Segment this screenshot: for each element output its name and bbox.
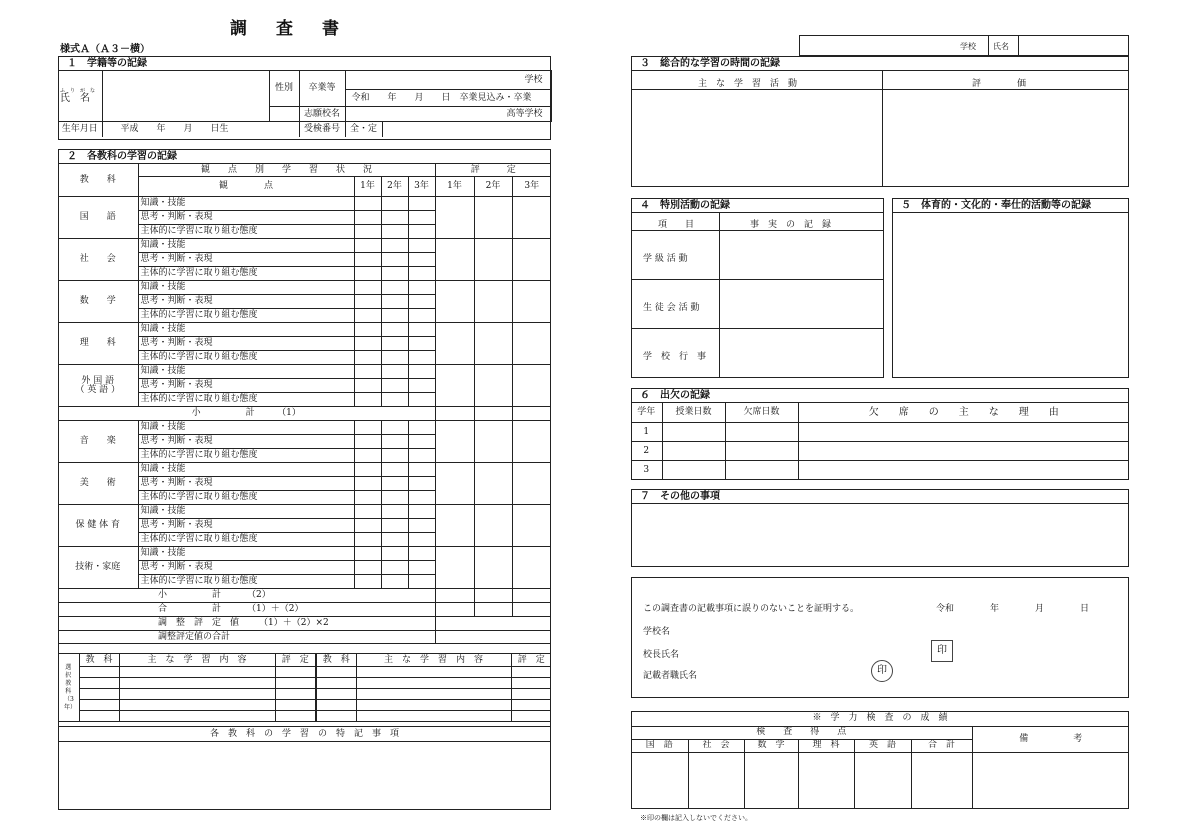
section-4-title: ４ 特別活動の記録	[632, 199, 883, 213]
document-title: 調 査 書	[230, 19, 345, 39]
head-year-2: 2年	[381, 177, 408, 197]
header-name-label: 氏名	[993, 42, 1009, 51]
notes-area	[59, 741, 550, 809]
school-suffix: 学校	[345, 71, 551, 90]
subject-sec2-subjects_a-0: 国 語	[58, 197, 138, 239]
test-score-head: 検 査 得 点	[631, 726, 972, 739]
attendance-head-grade: 学年	[631, 403, 662, 423]
section-5-title: ５ 体育的・文化的・奉仕的活動等の記録	[893, 199, 1128, 213]
test-scores-title: ※ 学 力 検 査 の 成 績	[631, 711, 1129, 726]
viewpoint-label: 知識・技能	[138, 421, 354, 435]
section-1-enrollment	[58, 56, 551, 140]
viewpoint-label: 知識・技能	[138, 365, 354, 379]
subtotal-2: 小 計 （2）	[58, 589, 435, 603]
elective-head-grade-2: 評 定	[511, 654, 551, 667]
test-subject-japanese: 国 語	[631, 739, 688, 752]
exam-number-label: 受検番号	[299, 122, 345, 138]
viewpoint-label: 思考・判断・表現	[138, 477, 354, 491]
attendance-head-absent: 欠席日数	[725, 403, 798, 423]
viewpoint-label: 知識・技能	[138, 547, 354, 561]
attendance-grade-3: 3	[631, 461, 662, 480]
test-subject-math: 数 学	[744, 739, 798, 752]
viewpoint-label: 主体的に学習に取り組む態度	[138, 267, 354, 281]
viewpoint-label: 思考・判断・表現	[138, 561, 354, 575]
test-scores-box	[631, 711, 1129, 809]
subject-foreign: 外 国 語 （ 英 語 ）	[58, 365, 138, 407]
viewpoint-label: 知識・技能	[138, 463, 354, 477]
elective-head-subject-2: 教 科	[316, 654, 356, 667]
head-year-3: 3年	[408, 177, 435, 197]
elective-head-content-2: 主 な 学 習 内 容	[356, 654, 511, 667]
elective-side-label: 選択教科（3年）	[58, 654, 79, 722]
subject-sec2-subjects_b-1: 美 術	[58, 463, 138, 505]
certification-date: 令和 年 月 日	[936, 604, 1090, 614]
subject-sec2-subjects_a-1: 社 会	[58, 239, 138, 281]
principal-name-label: 校長氏名	[643, 650, 680, 660]
attendance-grade-2: 2	[631, 442, 662, 461]
test-subject-social: 社 会	[688, 739, 744, 752]
viewpoint-label: 思考・判断・表現	[138, 519, 354, 533]
attendance-grade-1: 1	[631, 423, 662, 442]
subject-sec2-subjects_b-2: 保 健 体 育	[58, 505, 138, 547]
viewpoint-label: 思考・判断・表現	[138, 379, 354, 393]
section-7-other	[631, 489, 1129, 567]
viewpoint-label: 思考・判断・表現	[138, 253, 354, 267]
section-3-col-evaluation: 評 価	[972, 79, 1027, 89]
section-3-integrated-study	[631, 56, 1129, 187]
sex-label: 性別	[269, 71, 299, 107]
section-7-title: ７ その他の事項	[632, 490, 1128, 504]
test-subject-english: 英 語	[854, 739, 911, 752]
section-2-title: ２ 各教科の学習の記録	[59, 150, 550, 164]
section-3-col-activity: 主 な 学 習 活 動	[698, 79, 798, 89]
section-2-subjects	[58, 149, 551, 810]
total: 合 計 （1）＋（2）	[58, 603, 435, 617]
attendance-head-reason: 欠 席 の 主 な 理 由	[798, 403, 1129, 423]
principal-seal: 印	[931, 640, 953, 662]
section-5-activities	[892, 198, 1129, 378]
certification-box	[631, 577, 1129, 698]
elective-head-content-1: 主 な 学 習 内 容	[119, 654, 275, 667]
head-subject: 教 科	[58, 164, 138, 197]
head-rating-year-3: 3年	[512, 177, 551, 197]
head-rating-year-2: 2年	[474, 177, 512, 197]
section-4-col-item: 項 目	[658, 220, 695, 230]
exam-number-value: 全・定	[345, 122, 551, 138]
viewpoint-label: 主体的に学習に取り組む態度	[138, 393, 354, 407]
school-name-label: 学校名	[643, 627, 671, 637]
viewpoint-label: 主体的に学習に取り組む態度	[138, 351, 354, 365]
activity-school-events: 学 校 行 事	[643, 352, 707, 362]
attendance-head-days: 授業日数	[662, 403, 725, 423]
viewpoint-label: 知識・技能	[138, 197, 354, 211]
section-6-title: ６ 出欠の記録	[632, 389, 1128, 403]
sex-value-cell	[269, 107, 299, 122]
header-school-label: 学校	[960, 42, 976, 51]
graduation-date-line: 令和 年 月 日 卒業見込み・卒業	[345, 90, 551, 107]
apply-school-suffix: 高等学校	[345, 107, 551, 122]
section-4-special-activities	[631, 198, 884, 378]
section-6-attendance	[631, 388, 1129, 480]
viewpoint-label: 知識・技能	[138, 505, 354, 519]
head-rating-year-1: 1年	[435, 177, 474, 197]
graduation-label: 卒業等	[299, 71, 345, 107]
activity-homeroom: 学 級 活 動	[643, 254, 688, 264]
adjusted-sum: 調整評定値の合計	[58, 631, 435, 644]
furigana-label: ふ り が な	[60, 87, 96, 94]
head-year-1: 1年	[354, 177, 381, 197]
adjusted-value: 調 整 評 定 値 （1）＋（2）×2	[58, 617, 435, 631]
head-viewpoint-status: 観 点 別 学 習 状 況	[138, 164, 435, 177]
test-subject-science: 理 科	[798, 739, 854, 752]
viewpoint-label: 思考・判断・表現	[138, 295, 354, 309]
viewpoint-label: 知識・技能	[138, 239, 354, 253]
viewpoint-label: 主体的に学習に取り組む態度	[138, 575, 354, 589]
notes-label: 各 教 科 の 学 習 の 特 記 事 項	[209, 729, 399, 739]
viewpoint-label: 思考・判断・表現	[138, 211, 354, 225]
writer-seal: 印	[871, 660, 893, 682]
head-rating: 評 定	[435, 164, 551, 177]
writer-name-label: 記載者職氏名	[643, 671, 698, 681]
section-3-title: ３ 総合的な学習の時間の記録	[632, 57, 1128, 71]
viewpoint-label: 主体的に学習に取り組む態度	[138, 449, 354, 463]
viewpoint-label: 知識・技能	[138, 323, 354, 337]
subject-sec2-subjects_a-3: 理 科	[58, 323, 138, 365]
viewpoint-label: 思考・判断・表現	[138, 337, 354, 351]
section-4-col-record: 事 実 の 記 録	[750, 220, 832, 230]
viewpoint-label: 思考・判断・表現	[138, 435, 354, 449]
birthdate-label: 生年月日	[58, 122, 102, 138]
subject-sec2-subjects_a-2: 数 学	[58, 281, 138, 323]
head-viewpoint: 観 点	[138, 177, 354, 197]
header-name-box	[799, 35, 1129, 56]
subject-sec2-subjects_b-3: 技術・家庭	[58, 547, 138, 589]
elective-head-subject-1: 教 科	[79, 654, 119, 667]
activity-student-council: 生 徒 会 活 動	[643, 303, 700, 313]
footnote: ※印の欄は記入しないでください。	[640, 814, 752, 822]
section-1-title: １ 学籍等の記録	[59, 57, 550, 71]
name-label: 氏 名	[60, 92, 90, 104]
elective-head-grade-1: 評 定	[275, 654, 316, 667]
form-label: 様式Ａ（Ａ３－横）	[60, 44, 150, 55]
birthdate-value: 平成 年 月 日生	[102, 122, 299, 138]
viewpoint-label: 主体的に学習に取り組む態度	[138, 491, 354, 505]
viewpoint-label: 主体的に学習に取り組む態度	[138, 309, 354, 323]
student-name-cell	[102, 71, 269, 122]
viewpoint-label: 主体的に学習に取り組む態度	[138, 225, 354, 239]
viewpoint-label: 主体的に学習に取り組む態度	[138, 533, 354, 547]
test-subject-total: 合 計	[911, 739, 972, 752]
subject-sec2-subjects_b-0: 音 楽	[58, 421, 138, 463]
viewpoint-label: 知識・技能	[138, 281, 354, 295]
apply-school-label: 志願校名	[299, 107, 345, 122]
subtotal-1: 小 計 （1）	[58, 407, 435, 421]
certification-statement: この調査書の記載事項に誤りのないことを証明する。	[643, 604, 860, 614]
test-remarks-head: 備 考	[972, 726, 1129, 752]
